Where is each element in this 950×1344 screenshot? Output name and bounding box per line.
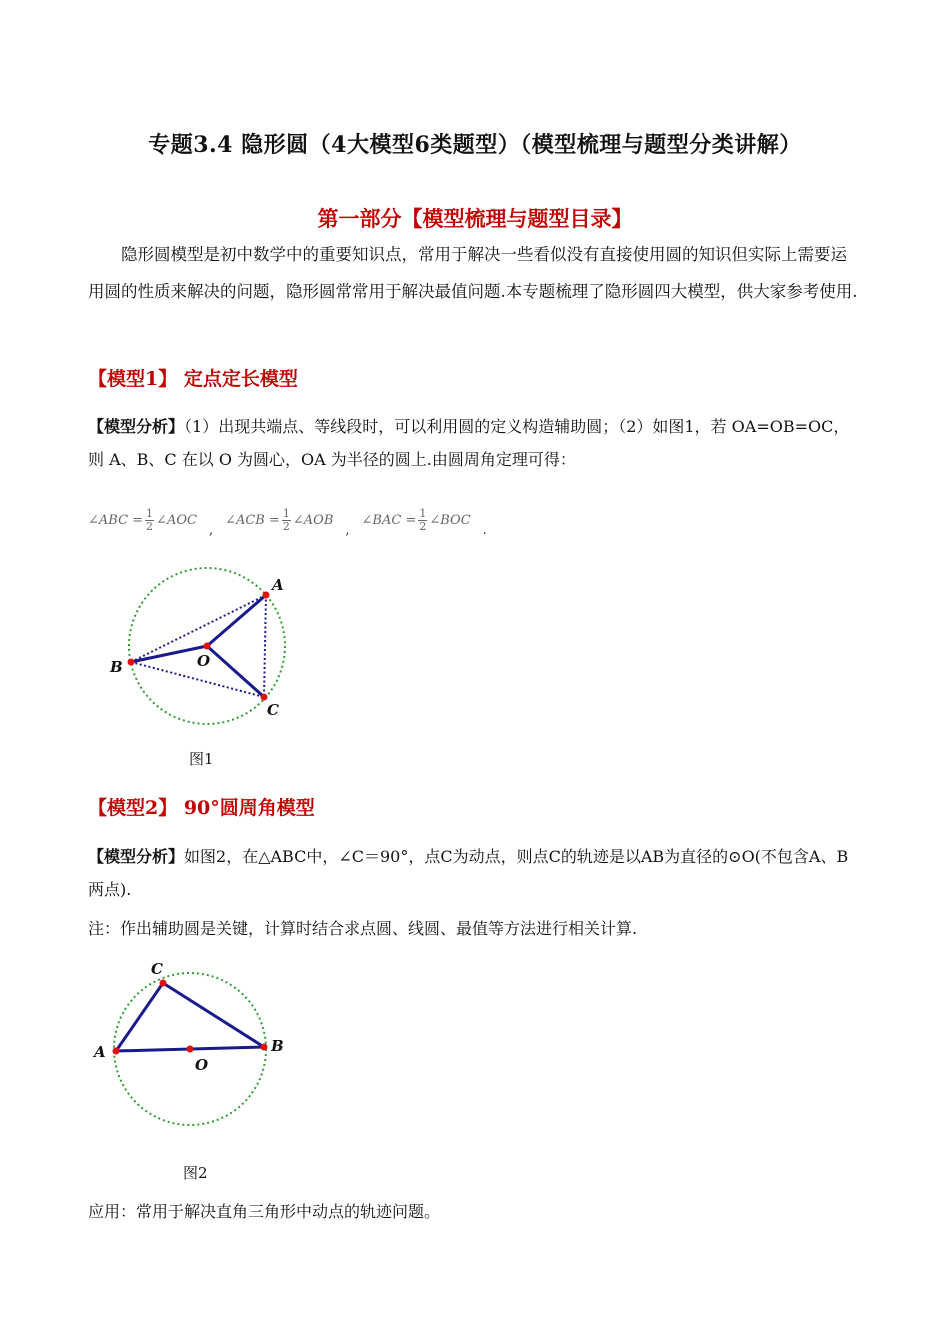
point-c — [160, 980, 167, 987]
model2-analysis — [88, 840, 863, 906]
model2-analysis-text: 如图2，在△ABC中，∠C＝90°，点C为动点，则点C的轨迹是以AB为直径的⊙O(不包含A、B两点). — [88, 847, 849, 899]
intro-paragraph: 隐形圆模型是初中数学中的重要知识点，常用于解决一些看似没有直接使用圆的知识但实际上需要运用圆的性质来解决的问题，隐形圆常常用于解决最值问题.本专题梳理了隐形圆四大模型，供大家参考使用. — [88, 245, 858, 301]
section-heading: 第一部分【模型梳理与题型目录】 — [317, 206, 633, 231]
model1-heading: 【模型1】 定点定长模型 — [88, 368, 298, 390]
fraction: $\frac{1}{2}$ — [282, 507, 290, 533]
label-a: A — [272, 576, 284, 594]
model1-analysis-text: （1）出现共端点、等线段时，可以利用圆的定义构造辅助圆；（2）如图1，若 OA=OB=OC，则 A、B、C 在以 O 为圆心，OA 为半径的圆上.由圆周角定理可得： — [88, 417, 850, 469]
model1-analysis-label: 【模型分析】 — [88, 417, 185, 436]
model1-formulas — [88, 507, 499, 538]
label-o: O — [195, 1056, 209, 1074]
fraction: $\frac{1}{2}$ — [146, 507, 154, 533]
model2-analysis-label: 【模型分析】 — [88, 847, 185, 866]
point-b — [128, 659, 135, 666]
model2-application: 应用：常用于解决直角三角形中动点的轨迹问题。 — [88, 1202, 441, 1221]
point-o — [204, 643, 211, 650]
side-cb — [163, 983, 264, 1047]
formula-1: ∠ABC = $\frac{1}{2}$ ∠AOC — [88, 507, 197, 533]
figure-1-caption: 图1 — [189, 750, 214, 768]
point-o — [187, 1046, 194, 1053]
model2-heading: 【模型2】 90°圆周角模型 — [88, 797, 315, 819]
formula-separator: , — [345, 523, 350, 538]
fraction: $\frac{1}{2}$ — [419, 507, 427, 533]
point-c — [261, 694, 268, 701]
label-o: O — [197, 652, 211, 670]
label-b: B — [110, 658, 123, 676]
point-a — [113, 1048, 120, 1055]
figure-2-caption: 图2 — [183, 1164, 208, 1182]
figure-2 — [88, 955, 303, 1130]
label-a: A — [94, 1043, 106, 1061]
radius-ob — [131, 646, 207, 662]
label-b: B — [271, 1037, 284, 1055]
formula-2: ∠ACB = $\frac{1}{2}$ ∠AOB — [225, 507, 334, 533]
label-c: C — [151, 960, 163, 978]
model2-note: 注：作出辅助圆是关键，计算时结合求点圆、线圆、最值等方法进行相关计算. — [88, 919, 638, 938]
label-c: C — [267, 701, 279, 719]
formula-separator: , — [208, 523, 214, 538]
page-title: 专题3.4 隐形圆（4大模型6类题型）（模型梳理与题型分类讲解） — [148, 132, 802, 158]
radius-oa — [207, 595, 266, 646]
model1-analysis — [88, 410, 863, 476]
figure-1 — [100, 560, 300, 735]
formula-3: ∠BAC = $\frac{1}{2}$ ∠BOC — [361, 507, 471, 533]
chord-ac — [264, 595, 266, 697]
point-b — [261, 1044, 268, 1051]
point-a — [263, 592, 270, 599]
formula-separator: . — [482, 523, 487, 538]
